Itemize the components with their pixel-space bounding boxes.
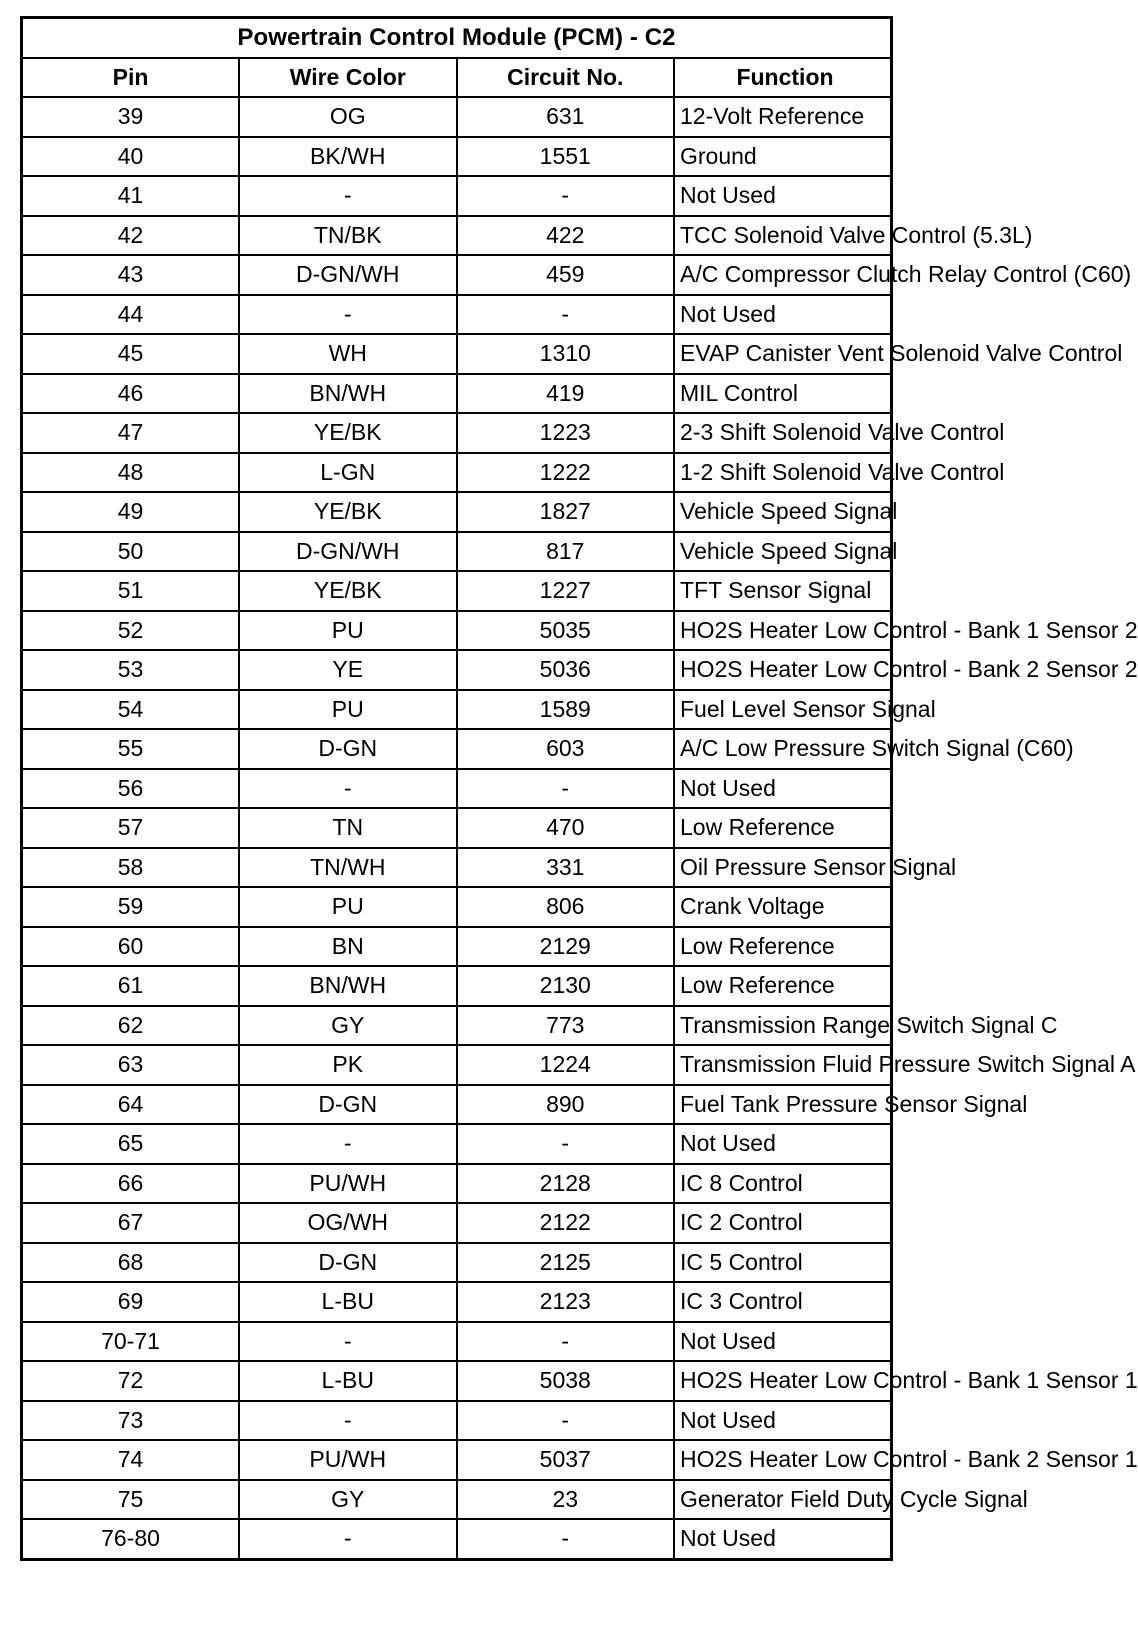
table-row	[22, 729, 892, 769]
cell-function: IC 3 Control	[674, 1282, 892, 1322]
cell-wire-color: D-GN	[239, 729, 457, 769]
cell-circuit-no: 2129	[457, 927, 675, 967]
cell-wire-color: GY	[239, 1480, 457, 1520]
cell-pin: 44	[22, 295, 240, 335]
cell-circuit-no: 419	[457, 374, 675, 414]
cell-wire-color: PU/WH	[239, 1164, 457, 1204]
cell-function: 12-Volt Reference	[674, 97, 892, 137]
cell-function: Oil Pressure Sensor Signal	[674, 848, 892, 888]
cell-pin: 75	[22, 1480, 240, 1520]
cell-pin: 68	[22, 1243, 240, 1283]
cell-circuit-no: -	[457, 176, 675, 216]
cell-circuit-no: -	[457, 1124, 675, 1164]
table-row	[22, 808, 892, 848]
table-row	[22, 690, 892, 730]
table-row	[22, 413, 892, 453]
cell-circuit-no: 331	[457, 848, 675, 888]
cell-wire-color: -	[239, 1124, 457, 1164]
cell-circuit-no: 2123	[457, 1282, 675, 1322]
cell-function: Not Used	[674, 1401, 892, 1441]
cell-wire-color: -	[239, 295, 457, 335]
table-row	[22, 97, 892, 137]
cell-circuit-no: 773	[457, 1006, 675, 1046]
cell-pin: 74	[22, 1440, 240, 1480]
cell-function: Low Reference	[674, 966, 892, 1006]
cell-function: Not Used	[674, 1519, 892, 1559]
cell-function: Not Used	[674, 769, 892, 809]
table-title: Powertrain Control Module (PCM) - C2	[22, 18, 892, 58]
cell-circuit-no: 1222	[457, 453, 675, 493]
cell-wire-color: D-GN	[239, 1243, 457, 1283]
cell-pin: 65	[22, 1124, 240, 1164]
cell-circuit-no: 890	[457, 1085, 675, 1125]
cell-circuit-no: 1589	[457, 690, 675, 730]
cell-function: EVAP Canister Vent Solenoid Valve Control	[674, 334, 892, 374]
cell-wire-color: PU/WH	[239, 1440, 457, 1480]
table-row	[22, 1282, 892, 1322]
cell-circuit-no: 5036	[457, 650, 675, 690]
cell-function: Fuel Tank Pressure Sensor Signal	[674, 1085, 892, 1125]
cell-function: Low Reference	[674, 808, 892, 848]
cell-wire-color: L-GN	[239, 453, 457, 493]
cell-circuit-no: 1310	[457, 334, 675, 374]
table-row	[22, 1164, 892, 1204]
cell-function: Not Used	[674, 176, 892, 216]
table-row	[22, 927, 892, 967]
cell-function: Transmission Range Switch Signal C	[674, 1006, 892, 1046]
table-row	[22, 1480, 892, 1520]
cell-wire-color: -	[239, 1519, 457, 1559]
cell-pin: 41	[22, 176, 240, 216]
column-header-function: Function	[674, 58, 892, 98]
cell-circuit-no: 603	[457, 729, 675, 769]
cell-pin: 76-80	[22, 1519, 240, 1559]
cell-wire-color: PU	[239, 690, 457, 730]
pcm-c2-pinout-table	[20, 16, 1138, 1561]
cell-wire-color: YE/BK	[239, 571, 457, 611]
cell-pin: 50	[22, 532, 240, 572]
table-row	[22, 1045, 892, 1085]
cell-circuit-no: 2128	[457, 1164, 675, 1204]
cell-pin: 43	[22, 255, 240, 295]
cell-pin: 46	[22, 374, 240, 414]
cell-circuit-no: 1227	[457, 571, 675, 611]
cell-circuit-no: 459	[457, 255, 675, 295]
table-row	[22, 1361, 892, 1401]
cell-pin: 61	[22, 966, 240, 1006]
table-row	[22, 611, 892, 651]
cell-circuit-no: 1551	[457, 137, 675, 177]
cell-function: Not Used	[674, 295, 892, 335]
cell-wire-color: L-BU	[239, 1282, 457, 1322]
cell-pin: 40	[22, 137, 240, 177]
cell-function: Transmission Fluid Pressure Switch Signal A	[674, 1045, 892, 1085]
table-row	[22, 1519, 892, 1559]
cell-pin: 66	[22, 1164, 240, 1204]
cell-pin: 56	[22, 769, 240, 809]
cell-circuit-no: 470	[457, 808, 675, 848]
cell-pin: 54	[22, 690, 240, 730]
cell-pin: 69	[22, 1282, 240, 1322]
table-row	[22, 532, 892, 572]
cell-circuit-no: -	[457, 1322, 675, 1362]
cell-pin: 73	[22, 1401, 240, 1441]
cell-function: 2-3 Shift Solenoid Valve Control	[674, 413, 892, 453]
cell-wire-color: TN/BK	[239, 216, 457, 256]
cell-pin: 64	[22, 1085, 240, 1125]
table-row	[22, 571, 892, 611]
cell-circuit-no: 5035	[457, 611, 675, 651]
cell-pin: 67	[22, 1203, 240, 1243]
cell-function: A/C Low Pressure Switch Signal (C60)	[674, 729, 892, 769]
column-header-row	[22, 58, 892, 98]
table-row	[22, 1440, 892, 1480]
cell-pin: 45	[22, 334, 240, 374]
cell-pin: 57	[22, 808, 240, 848]
cell-wire-color: BK/WH	[239, 137, 457, 177]
cell-pin: 39	[22, 97, 240, 137]
cell-circuit-no: 5038	[457, 1361, 675, 1401]
cell-function: MIL Control	[674, 374, 892, 414]
cell-circuit-no: 23	[457, 1480, 675, 1520]
cell-wire-color: TN	[239, 808, 457, 848]
cell-function: 1-2 Shift Solenoid Valve Control	[674, 453, 892, 493]
cell-circuit-no: 2122	[457, 1203, 675, 1243]
cell-circuit-no: 1223	[457, 413, 675, 453]
cell-pin: 53	[22, 650, 240, 690]
cell-function: A/C Compressor Clutch Relay Control (C60)	[674, 255, 892, 295]
cell-pin: 62	[22, 1006, 240, 1046]
cell-circuit-no: 2125	[457, 1243, 675, 1283]
table-row	[22, 492, 892, 532]
cell-circuit-no: 631	[457, 97, 675, 137]
cell-wire-color: D-GN/WH	[239, 255, 457, 295]
cell-pin: 55	[22, 729, 240, 769]
cell-function: Ground	[674, 137, 892, 177]
table-row	[22, 1322, 892, 1362]
cell-function: Crank Voltage	[674, 887, 892, 927]
cell-wire-color: L-BU	[239, 1361, 457, 1401]
table-row	[22, 650, 892, 690]
table-row	[22, 295, 892, 335]
cell-wire-color: YE/BK	[239, 492, 457, 532]
cell-wire-color: GY	[239, 1006, 457, 1046]
table-row	[22, 334, 892, 374]
cell-function: IC 8 Control	[674, 1164, 892, 1204]
cell-circuit-no: 422	[457, 216, 675, 256]
cell-wire-color: -	[239, 1322, 457, 1362]
cell-wire-color: PK	[239, 1045, 457, 1085]
cell-pin: 70-71	[22, 1322, 240, 1362]
cell-circuit-no: 1827	[457, 492, 675, 532]
cell-wire-color: BN	[239, 927, 457, 967]
cell-function: TCC Solenoid Valve Control (5.3L)	[674, 216, 892, 256]
table-row	[22, 887, 892, 927]
cell-circuit-no: 5037	[457, 1440, 675, 1480]
cell-function: HO2S Heater Low Control - Bank 2 Sensor 1	[674, 1440, 892, 1480]
cell-function: IC 5 Control	[674, 1243, 892, 1283]
cell-circuit-no: 817	[457, 532, 675, 572]
cell-pin: 52	[22, 611, 240, 651]
cell-function: Not Used	[674, 1124, 892, 1164]
cell-function: Vehicle Speed Signal	[674, 492, 892, 532]
cell-pin: 51	[22, 571, 240, 611]
cell-pin: 63	[22, 1045, 240, 1085]
cell-function: Fuel Level Sensor Signal	[674, 690, 892, 730]
cell-pin: 47	[22, 413, 240, 453]
cell-circuit-no: -	[457, 769, 675, 809]
cell-wire-color: PU	[239, 611, 457, 651]
table-row	[22, 1085, 892, 1125]
cell-circuit-no: -	[457, 1401, 675, 1441]
cell-function: Low Reference	[674, 927, 892, 967]
table-row	[22, 374, 892, 414]
cell-circuit-no: -	[457, 1519, 675, 1559]
table-row	[22, 769, 892, 809]
cell-pin: 49	[22, 492, 240, 532]
table-row	[22, 137, 892, 177]
table-row	[22, 966, 892, 1006]
table-row	[22, 1401, 892, 1441]
cell-function: HO2S Heater Low Control - Bank 1 Sensor 2	[674, 611, 892, 651]
table-row	[22, 176, 892, 216]
cell-pin: 48	[22, 453, 240, 493]
cell-wire-color: -	[239, 769, 457, 809]
cell-wire-color: PU	[239, 887, 457, 927]
cell-circuit-no: 2130	[457, 966, 675, 1006]
cell-pin: 72	[22, 1361, 240, 1401]
cell-wire-color: WH	[239, 334, 457, 374]
cell-wire-color: D-GN/WH	[239, 532, 457, 572]
table-row	[22, 453, 892, 493]
column-header-circuit-no: Circuit No.	[457, 58, 675, 98]
cell-function: Generator Field Duty Cycle Signal	[674, 1480, 892, 1520]
cell-function: HO2S Heater Low Control - Bank 2 Sensor 2	[674, 650, 892, 690]
cell-circuit-no: 1224	[457, 1045, 675, 1085]
cell-pin: 42	[22, 216, 240, 256]
cell-wire-color: BN/WH	[239, 966, 457, 1006]
cell-pin: 58	[22, 848, 240, 888]
table-row	[22, 216, 892, 256]
cell-wire-color: BN/WH	[239, 374, 457, 414]
table-row	[22, 1006, 892, 1046]
cell-wire-color: YE	[239, 650, 457, 690]
cell-function: Not Used	[674, 1322, 892, 1362]
cell-wire-color: -	[239, 1401, 457, 1441]
table-row	[22, 848, 892, 888]
cell-function: IC 2 Control	[674, 1203, 892, 1243]
table-title-row	[22, 18, 892, 58]
cell-circuit-no: 806	[457, 887, 675, 927]
cell-function: HO2S Heater Low Control - Bank 1 Sensor 1	[674, 1361, 892, 1401]
table-row	[22, 1124, 892, 1164]
cell-wire-color: D-GN	[239, 1085, 457, 1125]
cell-pin: 59	[22, 887, 240, 927]
table-row	[22, 1243, 892, 1283]
cell-pin: 60	[22, 927, 240, 967]
column-header-wire-color: Wire Color	[239, 58, 457, 98]
table-body	[22, 97, 1138, 1559]
column-header-pin: Pin	[22, 58, 240, 98]
cell-wire-color: OG/WH	[239, 1203, 457, 1243]
cell-circuit-no: -	[457, 295, 675, 335]
cell-wire-color: YE/BK	[239, 413, 457, 453]
cell-wire-color: OG	[239, 97, 457, 137]
table-row	[22, 1203, 892, 1243]
cell-function: TFT Sensor Signal	[674, 571, 892, 611]
cell-wire-color: TN/WH	[239, 848, 457, 888]
cell-wire-color: -	[239, 176, 457, 216]
table-row	[22, 255, 892, 295]
cell-function: Vehicle Speed Signal	[674, 532, 892, 572]
